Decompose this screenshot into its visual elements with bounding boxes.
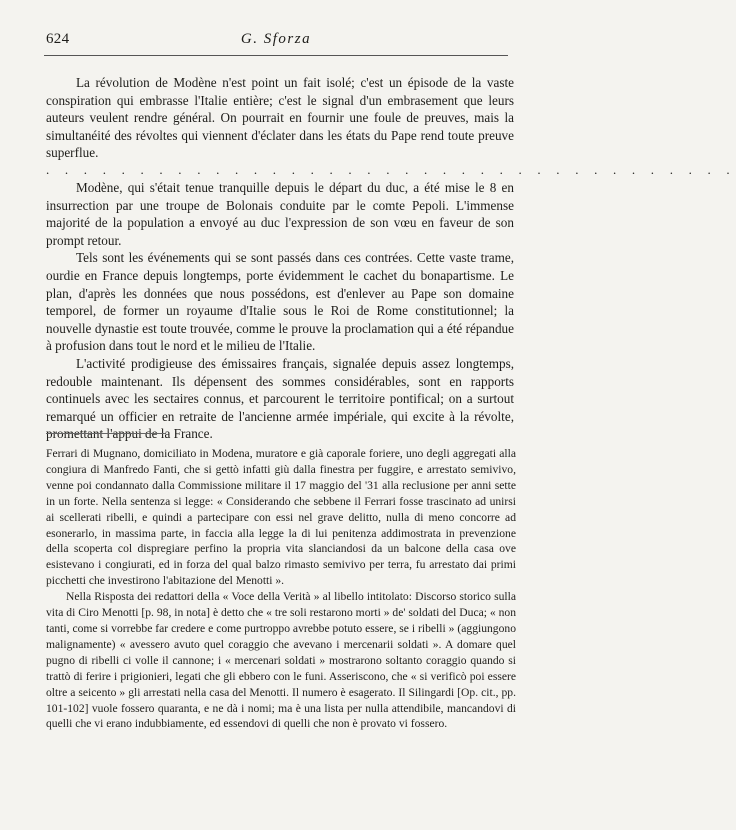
quoted-paragraph: La révolution de Modène n'est point un fait isolé; c'est un épisode de la vaste conspiration qui embrasse l'Italie entière; c'est le signal d'un embrasement que leurs auteurs veulent rendre général. On pourrait en fournir une foule de preuves, mais la simultanéité des révoltes qui viennent d'éclater dans les états du Pape rend toute preuve superflue. [46,75,514,161]
running-head-author: G. Sforza [240,31,312,47]
footnote-rule [46,433,166,434]
main-text [46,74,736,443]
body-paragraph: L'activité prodigieuse des émissaires français, signalée depuis assez longtemps, redouble maintenant. Ils dépensent des sommes considérables, sont en rapports continuels avec les sectaires connus, et parcourent le territoire pontifical; on a surtout remarqué un officier en retraite de l'ancienne armée impériale, qui excite à la révolte, promettant l'appui de la France. [46,355,514,442]
ellipsis-separator: . . . . . . . . . . . . . . . . . . . . . . . . . . . . . . . . . . . . . [46,161,736,177]
page-number: 624 [46,31,70,47]
footnote [46,446,516,732]
running-head [42,29,510,51]
footnote-paragraph: Nella Risposta dei redattori della « Voce della Verità » al libello intitolato: Discorso storico sulla vita di Ciro Menotti [p. 98, in nota] è detto che « tre soli restarono morti » de' soldati del Duca; « non tanti, come si vorrebbe far credere e come purtroppo avrebbe potuto essere, se i ribelli » (aggiungono malignamente) « avessero avuto quel coraggio che avevano i mercenarii soldati ». A domare quel pugno di ribelli ci volle il cannone; i « mercenari soldati » mostrarono soltanto coraggio quando si trattò di ferire i prigionieri, legati che gli ebbero con le funi. Asseriscono, che « si verificò poi essere oltre a seicento » gli arrestati nella casa del Menotti. Il numero è esagerato. Il Silingardi [Op. cit., pp. 101-102] vuole fossero quaranta, e ne dà i nomi; ma è una lista per nulla attendibile, mancandovi di quelli che vi erano indubbiamente, ed essendovi di quelli che non è provato vi fossero. [46,590,516,731]
body-paragraph: Modène, qui s'était tenue tranquille depuis le départ du duc, a été mise le 8 en insurrection par une troupe de Bolonais conduite par le comte Pepoli. L'immense majorité de la population a envoyé au duc l'expression de son vœu en faveur de son prompt retour. [46,179,514,248]
footnote-paragraph: Ferrari di Mugnano, domiciliato in Modena, muratore e già caporale foriere, uno degli aggregati alla congiura di Manfredo Fanti, che si gettò infatti giù dalla finestra per fuggire, e arrestato semivivo, venne poi condannato dalla Commissione militare il 17 maggio del '31 alla reclusione per anni sette in un forte. Nella sentenza si legge: « Considerando che sebbene il Ferrari fosse trascinato ad unirsi ai scellerati ribelli, e quindi a partecipare con essi nel grave delitto, nulla di meno concorre ad esonerarlo, in massima parte, in faccia alla legge la di lui penitenza addimostrata in prevenzione della scoperta col dispregiare perfino la propria vita slanciandosi da un balcone della casa ove esistevano i congiurati, ed in forza del qual balzo rimasto semivivo per terra, fu arrestato dai primi picchetti che investirono l'abitazione del Menotti ». [46,447,516,588]
body-paragraph: Tels sont les événements qui se sont passés dans ces contrées. Cette vaste trame, ourdie en France depuis longtemps, porte évidemment le cachet du bonapartisme. Le plan, d'après les données que nous possédons, est d'enlever au Pape son domaine temporel, de former un royaume d'Italie sous le Roi de Rome constitutionnel; la nouvelle dynastie est toute trouvée, comme le prouve la proclamation qui a été répandue à profusion dans tout le nord et le milieu de l'Italie. [46,250,514,354]
header-rule [44,55,508,56]
